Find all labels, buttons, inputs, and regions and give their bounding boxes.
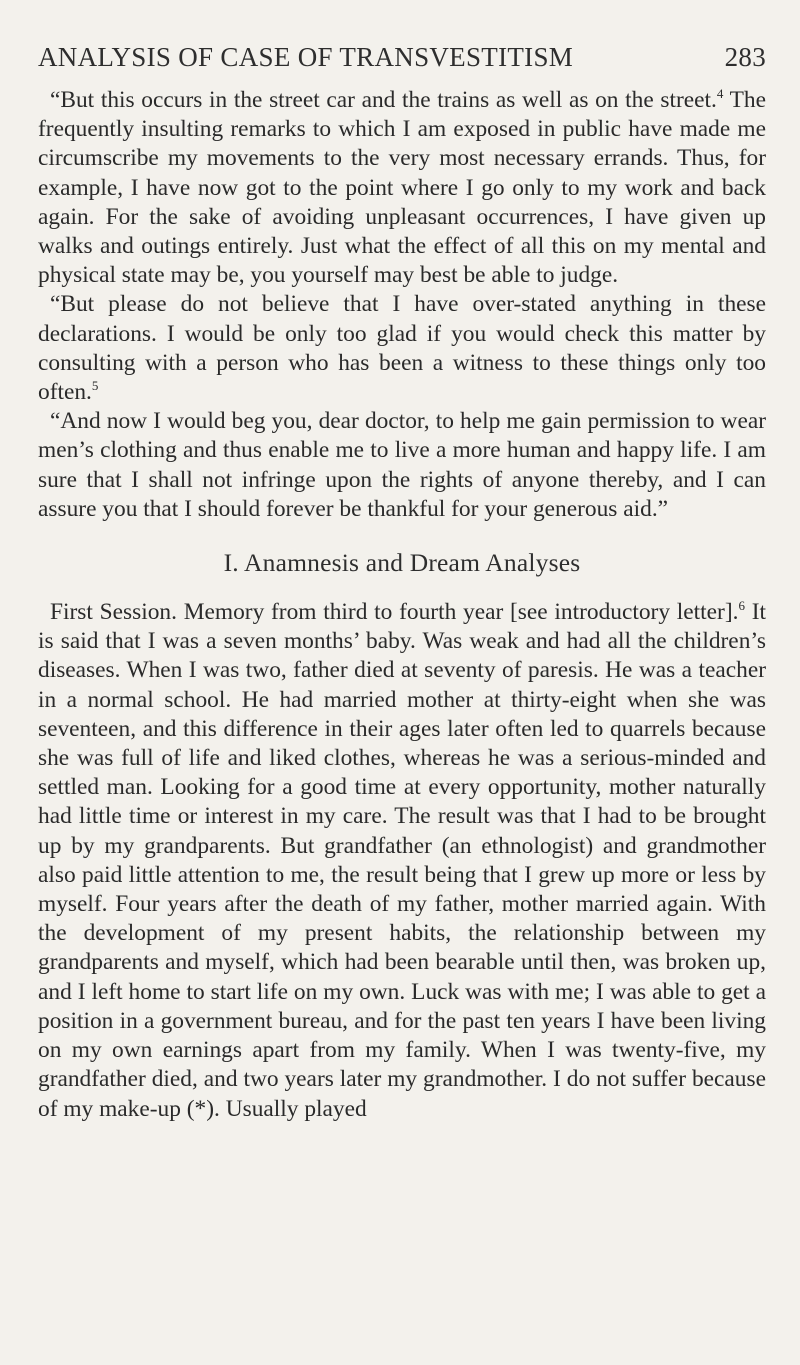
paragraph-text: It is said that I was a seven months’ baby. Was weak and had all the children’s diseases. When I was two, father died at seventy of paresis. He was a teacher in a normal school. He had married mother at thirty-eight when she was seventeen, and this difference in their ages later often led to quarrels because she was full of life and liked clothes, whereas he was a serious-minded and settled man. Looking for a good time at every opportunity, mother naturally had little time or interest in my care. The result was that I had to be brought up by my grandparents. But grandfather (an ethnologist) and grandmother also paid little attention to me, the result being that I grew up more or less by myself. Four years after the death of my father, mother married again. With the development of my present habits, the relationship between my grandparents and myself, which had been bearable until then, was broken up, and I left home to start life on my own. Luck was with me; I was able to get a position in a government bureau, and for the past ten years I have been living on my own earnings apart from my family. When I was twenty-five, my grandfather died, and two years later my grandmother. I do not suffer because of my make-up (*). Usually played <box>38 599 767 1122</box>
running-head <box>38 42 766 86</box>
running-title: ANALYSIS OF CASE OF TRANSVESTITISM <box>38 42 574 72</box>
footnote-marker: 5 <box>91 378 99 394</box>
footnote-marker: 6 <box>738 598 745 614</box>
paragraph <box>38 86 766 290</box>
paragraphs-after-heading <box>38 598 766 1124</box>
paragraphs-before-heading <box>38 86 766 524</box>
paragraph <box>38 407 766 524</box>
paragraph-text: “But please do not believe that I have over-stated anything in these declarations. I would be only too glad if you would check this matter by consulting with a person who has been a witness to these things only too often. <box>38 291 766 406</box>
paragraph-text: The frequently insulting remarks to which I am exposed in public have made me circumscribe my movements to the very most necessary errands. Thus, for example, I have now got to the point where I go only to my work and back again. For the sake of avoiding unpleasant occurrences, I have given up walks and outings entirely. Just what the effect of all this on my mental and physical state may be, you yourself may best be able to judge. <box>38 87 766 289</box>
body-text <box>38 86 766 1124</box>
paragraph-text: “And now I would beg you, dear doctor, to help me gain permission to wear men’s clothing and thus enable me to live a more human and happy life. I am sure that I shall not infringe upon the rights of anyone thereby, and I can assure you that I should forever be thankful for your generous aid.” <box>38 408 766 522</box>
book-page <box>38 42 766 1124</box>
paragraph <box>38 290 766 407</box>
paragraph <box>38 598 766 1124</box>
paragraph-text: “But this occurs in the street car and the trains as well as on the street. <box>50 87 717 113</box>
paragraph-text: First Session. Memory from third to fourth year [see introductory letter]. <box>50 599 739 626</box>
footnote-marker: 4 <box>716 86 724 102</box>
page-number: 283 <box>724 42 766 72</box>
section-heading: I. Anamnesis and Dream Analyses <box>223 548 581 578</box>
